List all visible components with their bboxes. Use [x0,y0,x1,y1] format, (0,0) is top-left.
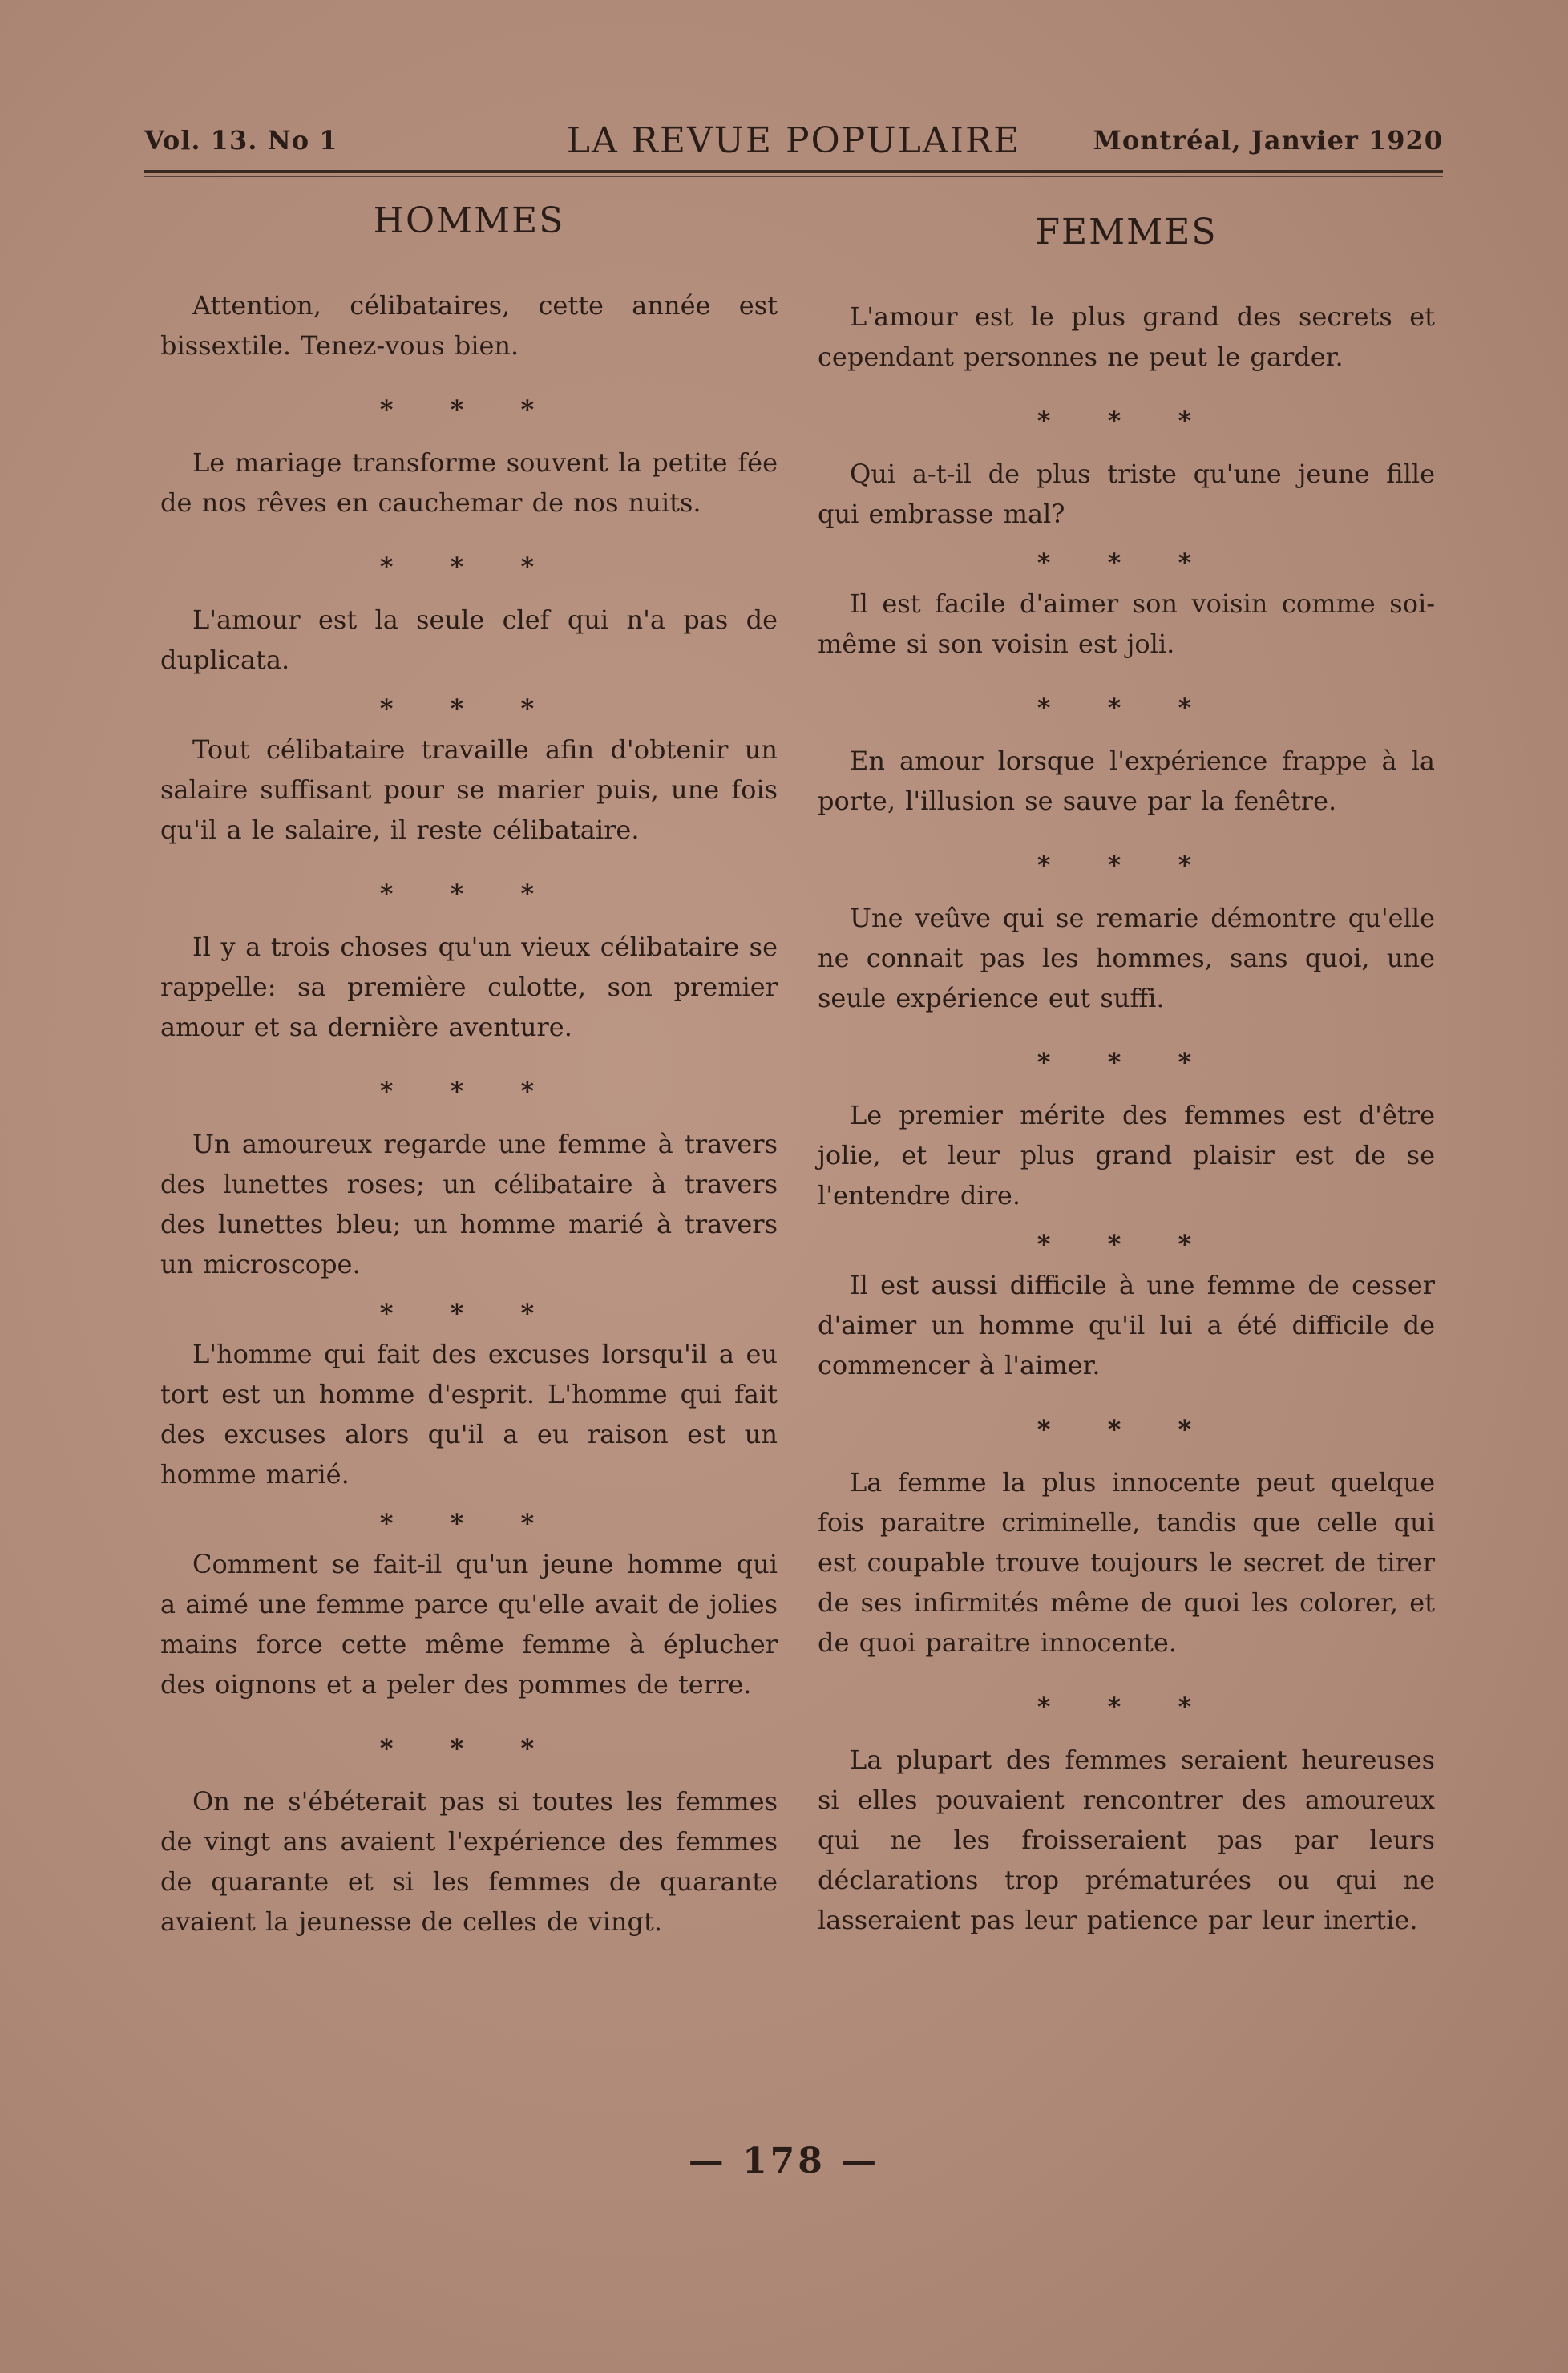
maxim-paragraph: Il y a trois choses qu'un vieux célibataire se rappelle: sa première culotte, son premier amour et sa dernière aventure. [160,932,778,1042]
separator-asterisks: * * * [379,693,559,724]
separator-asterisks: * * * [379,1508,559,1538]
maxim-paragraph: L'amour est la seule clef qui n'a pas de duplicata. [160,604,778,675]
maxim-paragraph: Comment se fait-il qu'un jeune homme qui a aimé une femme parce qu'elle avait de jolies mains force cette même femme à éplucher des oignons et a peler des pommes de terre. [160,1549,778,1700]
separator-asterisks: * * * [379,394,559,425]
separator-asterisks: * * * [379,1733,559,1764]
separator-asterisks: * * * [379,1076,559,1106]
page-header [144,120,1443,176]
separator-asterisks: * * * [379,1298,559,1328]
maxim-paragraph: En amour lorsque l'expérience frappe à la porte, l'illusion se sauve par la fenêtre. [818,746,1435,816]
maxim-paragraph: On ne s'ébéterait pas si toutes les femmes de vingt ans avaient l'expérience des femmes de quarante et si les femmes de quarante avaient la jeunesse de celles de vingt. [160,1786,778,1937]
maxim-paragraph: Qui a-t-il de plus triste qu'une jeune fille qui embrasse mal? [818,459,1435,529]
maxim-paragraph: Tout célibataire travaille afin d'obtenir un salaire suffisant pour se marier puis, une fois qu'il a le salaire, il reste célibataire. [160,734,778,845]
maxim-paragraph: Un amoureux regarde une femme à travers des lunettes roses; un célibataire à travers des lunettes bleu; un homme marié à travers un microscope. [160,1129,778,1279]
volume-number: Vol. 13. No 1 [144,125,338,156]
maxim-paragraph: Le mariage transforme souvent la petite fée de nos rêves en cauchemar de nos nuits. [160,447,778,518]
header-rule [144,170,1443,173]
maxim-paragraph: L'homme qui fait des excuses lorsqu'il a eu tort est un homme d'esprit. L'homme qui fait des excuses alors qu'il a eu raison est un homme marié. [160,1339,778,1490]
separator-asterisks: * * * [1037,1414,1216,1445]
issue-date: Montréal, Janvier 1920 [1093,125,1443,156]
separator-asterisks: * * * [1037,1692,1216,1722]
maxim-paragraph: La femme la plus innocente peut quelque fois paraitre criminelle, tandis que celle qui est coupable trouve toujours le secret de tirer de ses infirmités même de quoi les colorer, et de quoi paraitre innocente. [818,1467,1435,1658]
separator-asterisks: * * * [1037,693,1216,723]
maxim-paragraph: Il est facile d'aimer son voisin comme soi-même si son voisin est joli. [818,588,1435,659]
maxim-paragraph: L'amour est le plus grand des secrets et cependant personnes ne peut le garder. [818,301,1435,372]
maxim-paragraph: Il est aussi difficile à une femme de cesser d'aimer un homme qu'il lui a été difficile de commencer à l'aimer. [818,1270,1435,1381]
separator-asterisks: * * * [1037,1047,1216,1077]
column-title: HOMMES [373,200,565,241]
separator-asterisks: * * * [1037,406,1216,436]
separator-asterisks: * * * [1037,548,1216,578]
maxim-paragraph: Une veûve qui se remarie démontre qu'elle ne connait pas les hommes, sans quoi, une seule expérience eut suffi. [818,903,1435,1013]
header-rule-thin [144,176,1443,177]
separator-asterisks: * * * [379,552,559,582]
maxim-paragraph: Attention, célibataires, cette année est bissextile. Tenez-vous bien. [160,290,778,361]
separator-asterisks: * * * [379,879,559,909]
maxim-paragraph: La plupart des femmes seraient heureuses si elles pouvaient rencontrer des amoureux qui ne les froisseraient pas par leurs déclarations trop prématurées ou qui ne lasseraient pas leur patience par leur inertie. [818,1744,1435,1935]
separator-asterisks: * * * [1037,850,1216,880]
column-title: FEMMES [1035,212,1218,253]
maxim-paragraph: Le premier mérite des femmes est d'être jolie, et leur plus grand plaisir est de se l'entendre dire. [818,1100,1435,1211]
publication-title: LA REVUE POPULAIRE [566,120,1021,161]
separator-asterisks: * * * [1037,1229,1216,1259]
column-femmes [818,200,1435,1940]
column-hommes [160,200,778,1942]
page-number: — 178 — [688,2141,880,2181]
